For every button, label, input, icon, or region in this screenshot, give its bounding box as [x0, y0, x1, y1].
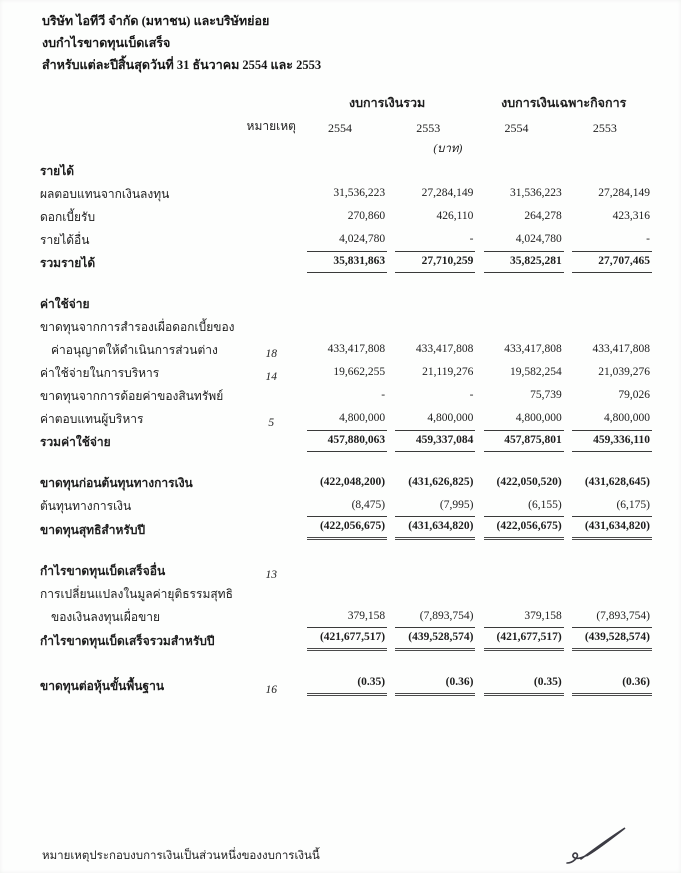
note-reference	[244, 158, 299, 181]
cell-value: 4,800,000	[339, 412, 386, 424]
spacer-row	[40, 452, 652, 470]
cell-value: 19,582,254	[509, 366, 562, 378]
row-label: รายได้	[40, 164, 75, 178]
note-reference	[244, 429, 299, 452]
cell-value: (431,626,825)	[408, 476, 474, 488]
statement-title: งบกำไรขาดทุนเบ็ดเสร็จ	[42, 36, 171, 50]
cell-value	[475, 581, 563, 604]
cell-value: 433,417,808	[592, 343, 650, 355]
row-label: รายได้อื่น	[40, 233, 90, 247]
row-label: กำไรขาดทุนเบ็ดเสร็จอื่น	[40, 564, 166, 578]
cell-value	[387, 581, 475, 604]
row-label: ดอกเบี้ยรับ	[40, 210, 96, 224]
cell-value: 379,158	[347, 610, 386, 622]
row-label: ผลตอบแทนจากเงินลงทุน	[40, 187, 170, 201]
note-reference	[244, 383, 299, 406]
cell-value: 35,831,863	[299, 250, 387, 273]
table-row	[40, 227, 652, 250]
cell-value: 79,026	[618, 389, 650, 401]
table-row	[40, 673, 652, 696]
note-reference	[244, 291, 299, 314]
cell-value: 21,039,276	[598, 366, 650, 378]
table-row	[40, 383, 652, 406]
cell-value: (422,056,675)	[475, 516, 563, 540]
table-row	[40, 291, 652, 314]
row-label: กำไรขาดทุนเบ็ดเสร็จรวมสำหรับปี	[40, 634, 215, 648]
cell-value: (7,995)	[439, 499, 474, 511]
row-label: รวมค่าใช้จ่าย	[40, 435, 111, 449]
cell-value: -	[381, 389, 386, 401]
note-reference	[244, 314, 299, 337]
unit-label: (บาท)	[433, 143, 463, 155]
table-row	[40, 314, 652, 337]
row-label: ค่าตอบแทนผู้บริหาร	[40, 412, 144, 426]
separate-header: งบการเงินเฉพาะกิจการ	[501, 96, 627, 110]
cell-value: 4,800,000	[515, 412, 562, 424]
cell-value: (439,528,574)	[387, 627, 475, 651]
cell-value: 457,880,063	[299, 429, 387, 452]
note-reference: 13	[265, 569, 277, 581]
cell-value	[387, 314, 475, 337]
cell-value	[564, 581, 652, 604]
cell-value: 270,860	[347, 210, 386, 222]
cell-value: (431,634,820)	[564, 516, 652, 540]
cell-value	[387, 158, 475, 181]
cell-value: (0.35)	[475, 673, 563, 696]
cell-value: (0.36)	[387, 673, 475, 696]
note-reference	[244, 604, 299, 627]
note-reference: 18	[265, 348, 277, 360]
cell-value: (439,528,574)	[564, 627, 652, 651]
cell-value: 27,284,149	[598, 187, 650, 199]
note-reference	[244, 581, 299, 604]
group-header-row	[40, 90, 652, 113]
cell-value: 35,825,281	[475, 250, 563, 273]
note-reference: 14	[265, 371, 277, 383]
cell-value: 27,284,149	[421, 187, 474, 199]
cell-value: 459,336,110	[564, 429, 652, 452]
table-row	[40, 627, 652, 651]
table-row	[40, 250, 652, 273]
cell-value: 4,800,000	[604, 412, 650, 424]
footer-note: หมายเหตุประกอบงบการเงินเป็นส่วนหนึ่งของงบการเงินนี้	[42, 850, 320, 862]
cell-value: 433,417,808	[327, 343, 386, 355]
cell-value	[475, 291, 563, 314]
cell-value	[564, 558, 652, 581]
cell-value	[299, 581, 387, 604]
cell-value: (7,893,754)	[596, 610, 650, 622]
cell-value: -	[469, 389, 474, 401]
row-label: การเปลี่ยนแปลงในมูลค่ายุติธรรมสุทธิ	[40, 587, 233, 601]
cell-value: 426,110	[436, 210, 474, 222]
row-label: ต้นทุนทางการเงิน	[40, 499, 132, 513]
cell-value: 264,278	[524, 210, 562, 222]
row-label: ค่าอนุญาตให้ดำเนินการส่วนต่าง	[51, 343, 218, 357]
cell-value: 4,800,000	[427, 412, 474, 424]
cell-value: 423,316	[612, 210, 650, 222]
spacer-row	[40, 273, 652, 291]
row-label: ของเงินลงทุนเผื่อขาย	[51, 610, 161, 624]
statement-rows	[40, 158, 652, 696]
company-name: บริษัท ไอทีวี จำกัด (มหาชน) และบริษัทย่อย	[42, 14, 270, 28]
note-reference: 5	[268, 417, 275, 429]
cell-value: -	[469, 233, 474, 245]
cell-value: (6,175)	[616, 499, 650, 511]
cell-value	[475, 158, 563, 181]
table-row	[40, 181, 652, 204]
cell-value: 21,119,276	[422, 366, 474, 378]
cell-value: 4,024,780	[339, 233, 386, 245]
unit-row	[40, 136, 652, 158]
table-row	[40, 516, 652, 540]
note-reference	[244, 470, 299, 493]
table-row	[40, 337, 652, 360]
table-row	[40, 493, 652, 516]
cell-value: (6,155)	[528, 499, 562, 511]
cell-value: (422,048,200)	[319, 476, 386, 488]
cell-value	[564, 314, 652, 337]
note-reference	[244, 493, 299, 516]
cell-value: 379,158	[524, 610, 562, 622]
table-row	[40, 604, 652, 627]
cell-value: 4,024,780	[515, 233, 562, 245]
cell-value	[299, 158, 387, 181]
table-row	[40, 429, 652, 452]
year-header-row	[40, 113, 652, 136]
cell-value: (7,893,754)	[419, 610, 474, 622]
table-row	[40, 470, 652, 493]
cell-value	[299, 558, 387, 581]
cell-value: 31,536,223	[509, 187, 562, 199]
consolidated-header: งบการเงินรวม	[349, 96, 426, 110]
cell-value	[299, 291, 387, 314]
note-reference	[244, 516, 299, 540]
row-label: รวมรายได้	[40, 256, 96, 270]
cell-value: 27,710,259	[387, 250, 475, 273]
table-row	[40, 204, 652, 227]
document-header	[0, 0, 681, 76]
year-header: 2553	[416, 121, 441, 135]
table-row	[40, 558, 652, 581]
note-reference: 16	[265, 684, 277, 696]
row-label: ขาดทุนต่อหุ้นขั้นพื้นฐาน	[40, 679, 165, 693]
year-header: 2553	[592, 121, 617, 135]
cell-value: (421,677,517)	[475, 627, 563, 651]
spacer-row	[40, 540, 652, 558]
note-reference	[244, 627, 299, 651]
cell-value: 19,662,255	[333, 366, 386, 378]
cell-value: (431,628,645)	[584, 476, 650, 488]
cell-value	[475, 314, 563, 337]
row-label: ค่าใช้จ่ายในการบริหาร	[40, 366, 160, 380]
cell-value	[387, 291, 475, 314]
cell-value: (421,677,517)	[299, 627, 387, 651]
note-column-header: หมายเหตุ	[246, 119, 296, 133]
year-header: 2554	[327, 121, 352, 135]
cell-value: (422,056,675)	[299, 516, 387, 540]
row-label: ขาดทุนสุทธิสำหรับปี	[40, 523, 146, 537]
row-label: ค่าใช้จ่าย	[40, 297, 90, 311]
cell-value	[387, 558, 475, 581]
table-row	[40, 158, 652, 181]
note-reference	[244, 250, 299, 273]
income-statement-table	[40, 90, 652, 696]
table-row	[40, 406, 652, 429]
note-reference	[244, 181, 299, 204]
cell-value: 27,707,465	[564, 250, 652, 273]
cell-value: (8,475)	[351, 499, 386, 511]
cell-value: 433,417,808	[504, 343, 562, 355]
cell-value	[475, 558, 563, 581]
cell-value: (422,050,520)	[496, 476, 562, 488]
row-label: ขาดทุนจากการด้อยค่าของสินทรัพย์	[40, 389, 224, 403]
cell-value	[564, 291, 652, 314]
period-line: สำหรับแต่ละปีสิ้นสุดวันที่ 31 ธันวาคม 2554 และ 2553	[42, 58, 322, 72]
table-row	[40, 360, 652, 383]
handwritten-signature-mark	[563, 823, 633, 867]
cell-value: 75,739	[530, 389, 562, 401]
cell-value	[299, 314, 387, 337]
row-label: ขาดทุนจากการสำรองเผื่อดอกเบี้ยของ	[40, 320, 235, 334]
cell-value: (0.35)	[299, 673, 387, 696]
spacer-row	[40, 651, 652, 673]
note-reference	[244, 227, 299, 250]
cell-value: 31,536,223	[333, 187, 386, 199]
cell-value: 433,417,808	[415, 343, 474, 355]
table-row	[40, 581, 652, 604]
cell-value: -	[646, 233, 650, 245]
row-label: ขาดทุนก่อนต้นทุนทางการเงิน	[40, 476, 193, 490]
cell-value: (0.36)	[564, 673, 652, 696]
cell-value: 459,337,084	[387, 429, 475, 452]
cell-value: (431,634,820)	[387, 516, 475, 540]
cell-value: 457,875,801	[475, 429, 563, 452]
note-reference	[244, 204, 299, 227]
cell-value	[564, 158, 652, 181]
year-header: 2554	[504, 121, 529, 135]
